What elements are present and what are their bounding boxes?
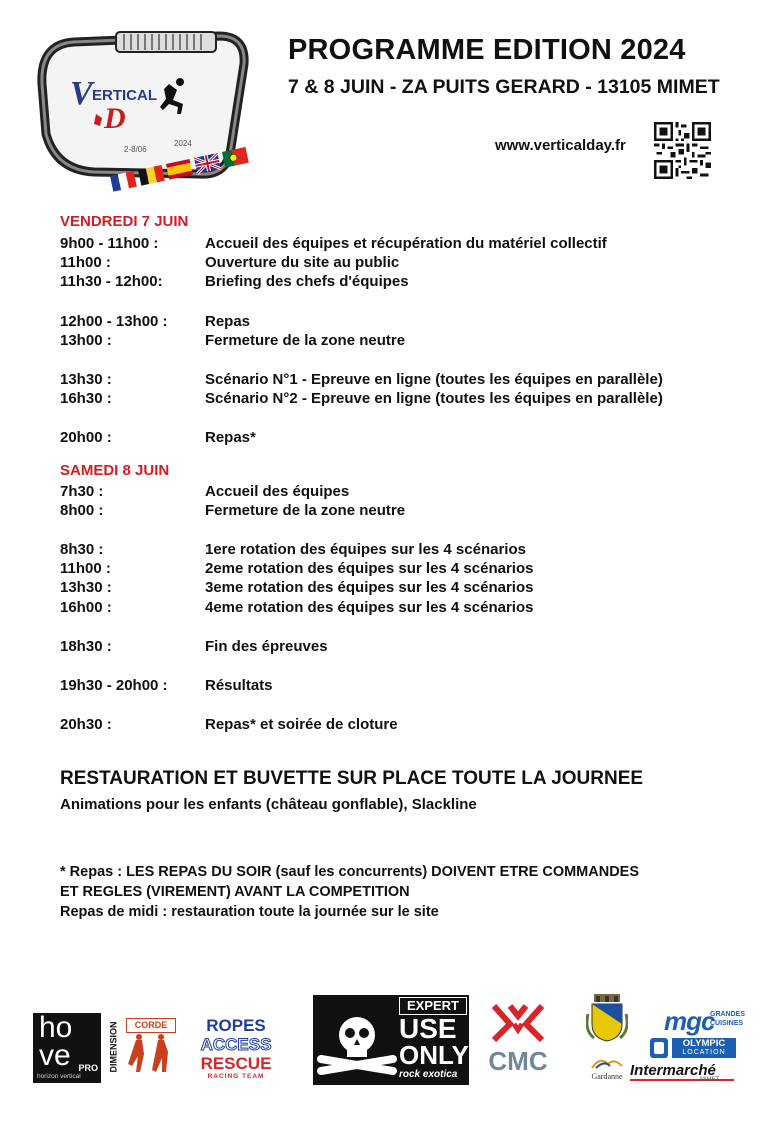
logo-year: 2024 xyxy=(174,139,192,148)
vertical-day-logo xyxy=(34,24,256,194)
logo-dates: 2-8/06 xyxy=(124,145,147,154)
schedule-row: 9h00 - 11h00 : Accueil des équipes et récupération du matériel collectif xyxy=(60,235,607,252)
website-link[interactable]: www.verticalday.fr xyxy=(495,137,626,154)
schedule-row: 8h30 : 1ere rotation des équipes sur les 4 scénarios xyxy=(60,541,526,558)
schedule-row: 20h00 : Repas* xyxy=(60,429,256,446)
animations-text: Animations pour les enfants (château gonflable), Slackline xyxy=(60,796,477,813)
note-line-1: * Repas : LES REPAS DU SOIR (sauf les concurrents) DOIVENT ETRE COMMANDES xyxy=(60,864,640,880)
page-title: PROGRAMME EDITION 2024 xyxy=(288,34,686,66)
saturday-heading: SAMEDI 8 JUIN xyxy=(60,462,170,479)
schedule-row: 20h30 : Repas* et soirée de cloture xyxy=(60,716,398,733)
schedule-row: 16h30 : Scénario N°2 - Epreuve en ligne (toutes les équipes en parallèle) xyxy=(60,390,663,407)
note-line-3: Repas de midi : restauration toute la journée sur le site xyxy=(60,904,439,920)
hove-logo: ho ve PRO horizon vertical xyxy=(33,1013,101,1083)
schedule-row: 13h00 : Fermeture de la zone neutre xyxy=(60,332,406,349)
schedule-row: 11h00 : 2eme rotation des équipes sur les 4 scénarios xyxy=(60,560,534,577)
schedule-row: 11h30 - 12h00: Briefing des chefs d'équipes xyxy=(60,273,409,290)
schedule-row: 13h30 : Scénario N°1 - Epreuve en ligne (toutes les équipes en parallèle) xyxy=(60,371,663,388)
logo-d: D xyxy=(104,102,126,135)
gardanne-logo: Gardanne xyxy=(582,994,632,1086)
schedule-row: 7h30 : Accueil des équipes xyxy=(60,483,350,500)
olympic-location-logo: OLYMPIC LOCATION xyxy=(650,1038,736,1060)
schedule-row: 13h30 : 3eme rotation des équipes sur les 4 scénarios xyxy=(60,579,534,596)
schedule-row: 18h30 : Fin des épreuves xyxy=(60,638,328,655)
restauration-heading: RESTAURATION ET BUVETTE SUR PLACE TOUTE LA JOURNEE xyxy=(60,768,644,789)
schedule-row: 16h00 : 4eme rotation des équipes sur les 4 scénarios xyxy=(60,599,534,616)
schedule-row: 12h00 - 13h00 : Repas xyxy=(60,313,251,330)
mgc-logo: mgc GRANDES CUISINES xyxy=(664,1006,746,1036)
logo-ertical: ERTICAL xyxy=(92,87,157,104)
schedule-row: 8h00 : Fermeture de la zone neutre xyxy=(60,502,406,519)
ropes-access-rescue-logo: ROPES ACCESS RESCUE RACING TEAM xyxy=(200,1016,272,1080)
expert-use-only-logo: EXPERT USE ONLY rock exotica xyxy=(313,995,469,1085)
note-line-2: ET REGLES (VIREMENT) AVANT LA COMPETITION xyxy=(60,884,410,900)
meals-note xyxy=(60,862,730,922)
logo-v: V xyxy=(70,75,93,112)
qr-code-icon[interactable] xyxy=(654,122,711,179)
friday-heading: VENDREDI 7 JUIN xyxy=(60,213,189,230)
event-subtitle: 7 & 8 JUIN - ZA PUITS GERARD - 13105 MIMET xyxy=(288,76,720,98)
intermarche-logo: Intermarché MIMET xyxy=(630,1062,738,1086)
schedule-row: 11h00 : Ouverture du site au public xyxy=(60,254,400,271)
dimension-corde-logo: DIMENSION CORDE xyxy=(108,1016,178,1082)
schedule-row: 19h30 - 20h00 : Résultats xyxy=(60,677,273,694)
cmc-logo: CMC xyxy=(482,1004,554,1076)
